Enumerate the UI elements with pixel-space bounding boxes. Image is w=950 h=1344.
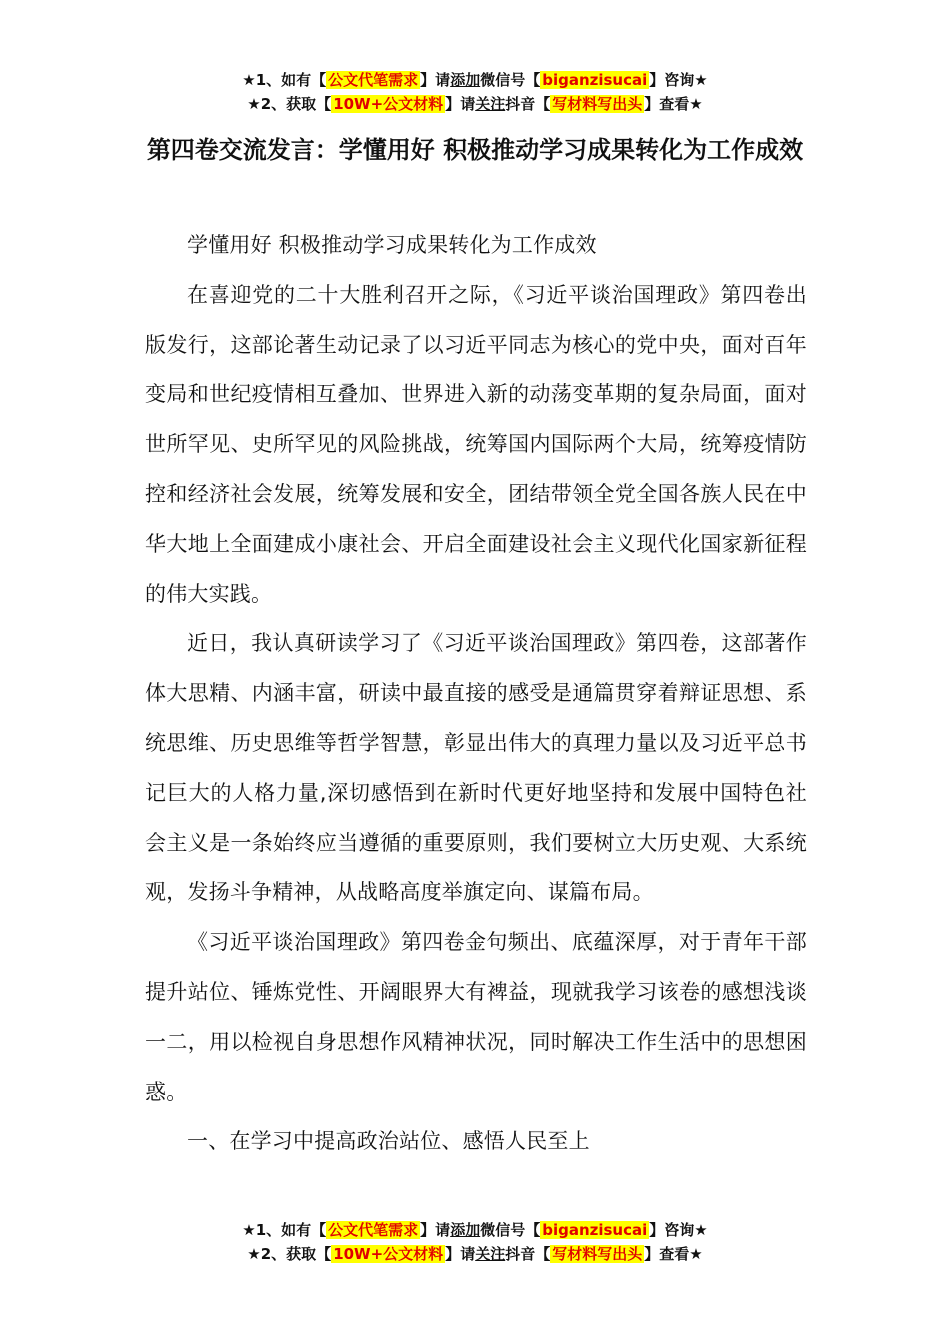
promo-line-2 (0, 92, 950, 116)
promo-text: 微信号【 (480, 1221, 541, 1239)
highlight-service: 公文代笔需求 (328, 71, 419, 89)
promo-emphasis: 添加 (450, 1221, 481, 1239)
promo-emphasis: 关注 (475, 95, 506, 113)
promo-line-2 (0, 1242, 950, 1266)
promo-emphasis: 关注 (475, 1245, 506, 1263)
highlight-service: 公文代笔需求 (328, 1221, 419, 1239)
subtitle-paragraph: 学懂用好 积极推动学习成果转化为工作成效 (187, 233, 597, 257)
promo-text: 】请 (445, 95, 476, 113)
highlight-wechat-id: biganzisucai (542, 1221, 648, 1239)
promo-text: ★1、如有【 (242, 1221, 327, 1239)
section-heading: 一、在学习中提高政治站位、感悟人民至上 (187, 1129, 590, 1154)
promo-text: 微信号【 (480, 71, 541, 89)
document-body (145, 221, 807, 1167)
promo-text: 】咨询★ (649, 71, 708, 89)
promo-text: 抖音【 (505, 95, 551, 113)
highlight-douyin-account: 写材料写出头 (552, 95, 643, 113)
highlight-materials: 10W+公文材料 (333, 95, 444, 113)
body-paragraph: 在喜迎党的二十大胜利召开之际，《习近平谈治国理政》第四卷出版发行，这部论著生动记录了以习近平同志为核心的党中央，面对百年变局和世纪疫情相互叠加、世界进入新的动荡变革期的复杂局面，面对世所罕见、史所罕见的风险挑战，统筹国内国际两个大局，统筹疫情防控和经济社会发展，统筹发展和安全，团结带领全党全国各族人民在中华大地上全面建成小康社会、开启全面建设社会主义现代化国家新征程的伟大实践。 (145, 282, 807, 606)
highlight-douyin-account: 写材料写出头 (552, 1245, 643, 1263)
promo-line-1 (0, 1218, 950, 1242)
highlight-materials: 10W+公文材料 (333, 1245, 444, 1263)
highlight-wechat-id: biganzisucai (542, 71, 648, 89)
document-title: 第四卷交流发言：学懂用好 积极推动学习成果转化为工作成效 (146, 136, 804, 164)
body-paragraph: 近日，我认真研读学习了《习近平谈治国理政》第四卷，这部著作体大思精、内涵丰富，研读中最直接的感受是通篇贯穿着辩证思想、系统思维、历史思维等哲学智慧，彰显出伟大的真理力量以及习近平总书记巨大的人格力量,深切感悟到在新时代更好地坚持和发展中国特色社会主义是一条始终应当遵循的重要原则，我们要树立大历史观、大系统观，发扬斗争精神，从战略高度举旗定向、谋篇布局。 (145, 631, 807, 905)
promo-banner-bottom (0, 1218, 950, 1266)
promo-text: ★2、获取【 (247, 95, 332, 113)
promo-text: 】查看★ (644, 95, 703, 113)
promo-text: 】请 (445, 1245, 476, 1263)
promo-line-1 (0, 68, 950, 92)
promo-emphasis: 添加 (450, 71, 481, 89)
promo-text: 】查看★ (644, 1245, 703, 1263)
body-paragraph: 《习近平谈治国理政》第四卷金句频出、底蕴深厚，对于青年干部提升站位、锤炼党性、开阔眼界大有裨益，现就我学习该卷的感想浅谈一二，用以检视自身思想作风精神状况，同时解决工作生活中的思想困惑。 (145, 930, 807, 1104)
promo-text: ★2、获取【 (247, 1245, 332, 1263)
promo-text: 】请 (420, 71, 451, 89)
promo-text: 抖音【 (505, 1245, 551, 1263)
promo-banner-top (0, 68, 950, 116)
promo-text: ★1、如有【 (242, 71, 327, 89)
promo-text: 】请 (420, 1221, 451, 1239)
promo-text: 】咨询★ (649, 1221, 708, 1239)
